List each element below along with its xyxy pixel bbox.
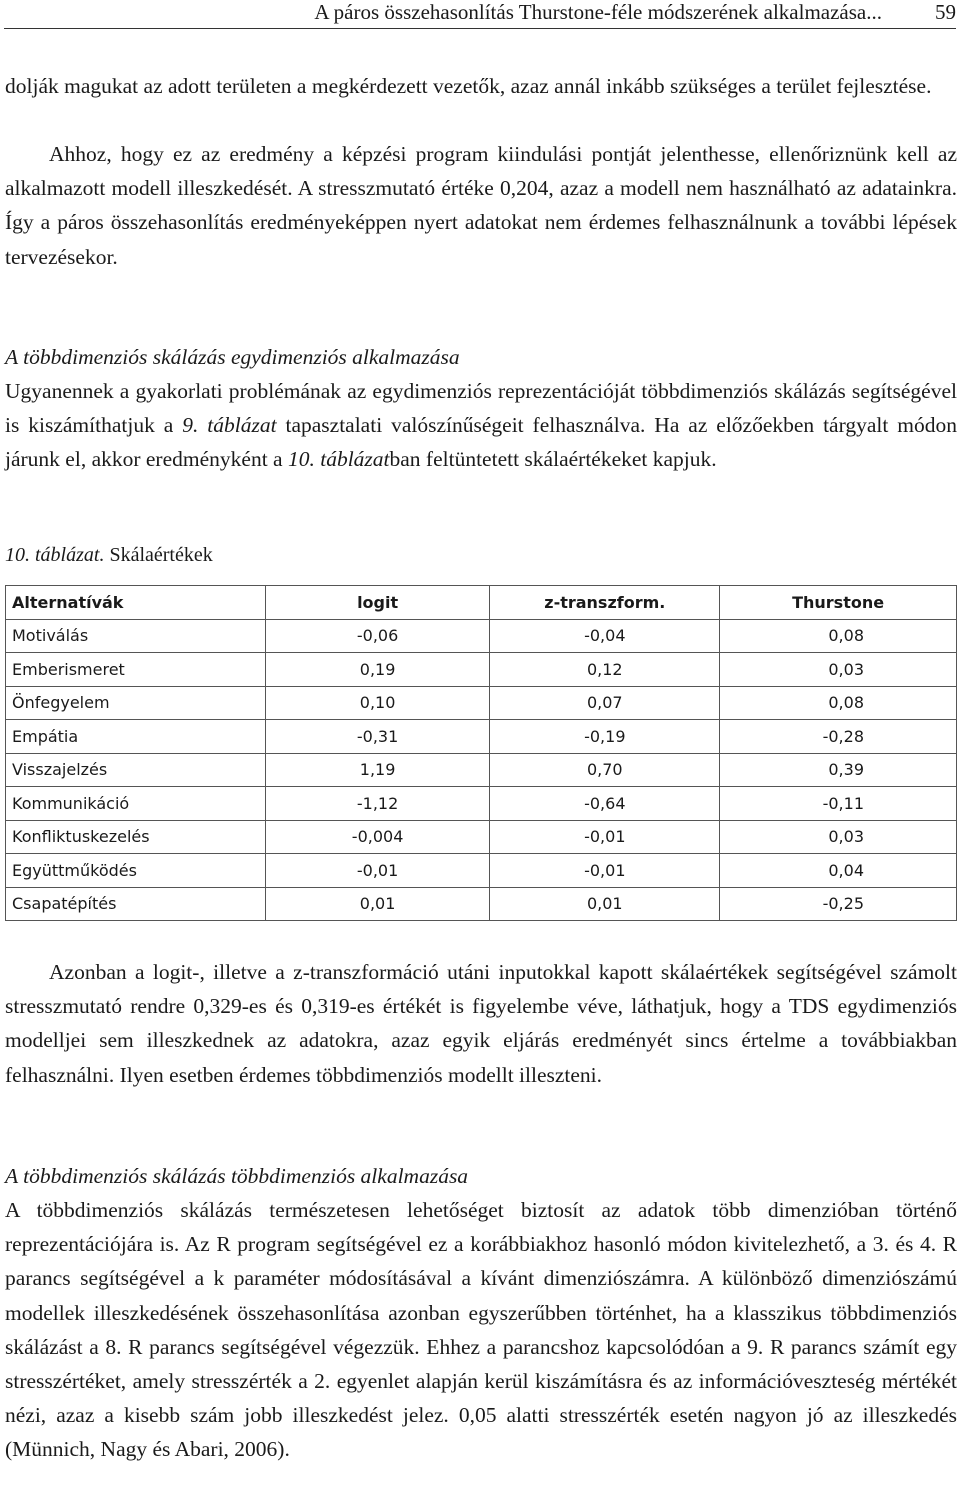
cell-z-transform: 0,70 [490,753,720,787]
cell-z-transform: 0,12 [490,653,720,687]
text-segment: tapasztalati valószínűségeit felhasználva. Ha az előzőekben tárgyalt módon járunk el, akkor eredményként a [5,413,958,472]
table-row [6,887,957,921]
cell-thurstone: 0,08 [720,619,957,653]
table-row [6,787,957,821]
cell-z-transform: -0,19 [490,720,720,754]
text-segment: ban feltüntetett skálaértékeket kapjuk. [389,447,717,472]
cell-logit: -0,06 [265,619,490,653]
table-row [6,753,957,787]
page-number: 59 [935,0,956,24]
cell-logit: 0,19 [265,653,490,687]
column-header-logit: logit [265,586,490,620]
cell-logit: 0,10 [265,686,490,720]
cell-z-transform: 0,01 [490,887,720,921]
cell-thurstone: 0,08 [720,686,957,720]
column-header-z-transform: z-transzform. [490,586,720,620]
cell-thurstone: 0,39 [720,753,957,787]
cell-z-transform: -0,01 [490,820,720,854]
cell-alternative: Önfegyelem [6,686,266,720]
paragraph-multidimensional: A többdimenziós skálázás természetesen lehetőséget biztosít az adatok több dimenzióban történő reprezentációjára is. Az R program segítségével ez a korábbiakhoz hasonló módon kivitelezhető, a 3. és 4. R parancs segítségével a k paraméter módosításával a kívánt dimenziószámra. A különböző dimenziószámú modellek illeszkedésének összehasonlítása azonban egyszerűbben történhet, ha a klasszikus többdimenziós skálázást a 8. R parancs segítségével végezzük. Ehhez a parancshoz kapcsolódóan a 9. R parancs számít egy stresszértéket, amely stresszérték a 2. egyenlet alapján kerül kiszámításra és az információveszteség mértékét nézi, azaz a kisebb szám jobb illeszkedést jelez. 0,05 alatti stresszérték esetén nagyon jó az illeszkedés (Münnich, Nagy és Abari, 2006). [5,1198,957,1462]
cell-alternative: Együttműködés [6,854,266,888]
table-row [6,653,957,687]
cell-z-transform: 0,07 [490,686,720,720]
paragraph-unidimensional [5,374,957,477]
cell-z-transform: -0,64 [490,787,720,821]
running-title: A páros összehasonlítás Thurstone-féle módszerének alkalmazása... [314,0,882,24]
cell-logit: -1,12 [265,787,490,821]
section-heading-multidimensional: A többdimenziós skálázás többdimenziós alkalmazása [5,1164,469,1188]
table-caption [5,538,213,572]
column-header-thurstone: Thurstone [720,586,957,620]
paragraph-model-fit: Ahhoz, hogy ez az eredmény a képzési program kiindulási pontját jelenthesse, ellenőriznünk kell az alkalmazott modell illeszkedését. A stresszmutató értéke 0,204, azaz a modell nem használható az adatainkra. Így a páros összehasonlítás eredményeképpen nyert adatokat nem érdemes felhasználnunk a további lépések tervezésekor. [5,142,957,269]
cell-z-transform: -0,04 [490,619,720,653]
cell-thurstone: 0,04 [720,854,957,888]
table-row [6,619,957,653]
column-header-alternatives: Alternatívák [6,586,266,620]
cell-alternative: Csapatépítés [6,887,266,921]
cell-alternative: Motiválás [6,619,266,653]
cell-thurstone: -0,25 [720,887,957,921]
table-caption-text: Skálaértékek [104,544,213,566]
cell-thurstone: 0,03 [720,820,957,854]
table-row [6,720,957,754]
cell-alternative: Emberismeret [6,653,266,687]
section-heading-unidimensional: A többdimenziós skálázás egydimenziós alkalmazása [5,345,460,369]
cell-alternative: Visszajelzés [6,753,266,787]
cell-thurstone: -0,28 [720,720,957,754]
cell-alternative: Konfliktuskezelés [6,820,266,854]
cell-logit: -0,31 [265,720,490,754]
paragraph-stress-results: Azonban a logit-, illetve a z-transzformáció utáni inputokkal kapott skálaértékek segítségével számolt stresszmutató rendre 0,329-es és 0,319-es értékét is figyelembe véve, láthatjuk, hogy a TDS egydimenziós modelljei sem illeszkednek az adatokra, azaz egyik eljárás eredményét sincs értelme a továbbiakban felhasználni. Ilyen esetben érdemes többdimenziós modellt illeszteni. [5,960,957,1087]
cell-alternative: Kommunikáció [6,787,266,821]
table-reference: 9. táblázat [182,413,277,438]
cell-logit: 0,01 [265,887,490,921]
cell-logit: 1,19 [265,753,490,787]
table-row [6,686,957,720]
table-row [6,820,957,854]
table-row [6,854,957,888]
table-caption-label: 10. táblázat. [5,544,105,566]
cell-z-transform: -0,01 [490,854,720,888]
scale-values-table [5,585,957,921]
cell-thurstone: 0,03 [720,653,957,687]
cell-logit: -0,01 [265,854,490,888]
text-segment: Ugyanennek a gyakorlati problémának az egydimenziós reprezentációját többdimenziós skálázás segítségével is kiszámíthatjuk a [5,379,957,438]
table-reference: 10. táblázat [287,447,390,472]
paragraph-continuation: dolják magukat az adott területen a megkérdezett vezetők, azaz annál inkább szükséges a terület fejlesztése. [5,74,932,98]
running-header [4,0,956,29]
cell-alternative: Empátia [6,720,266,754]
cell-logit: -0,004 [265,820,490,854]
cell-thurstone: -0,11 [720,787,957,821]
table-header-row [6,586,957,620]
